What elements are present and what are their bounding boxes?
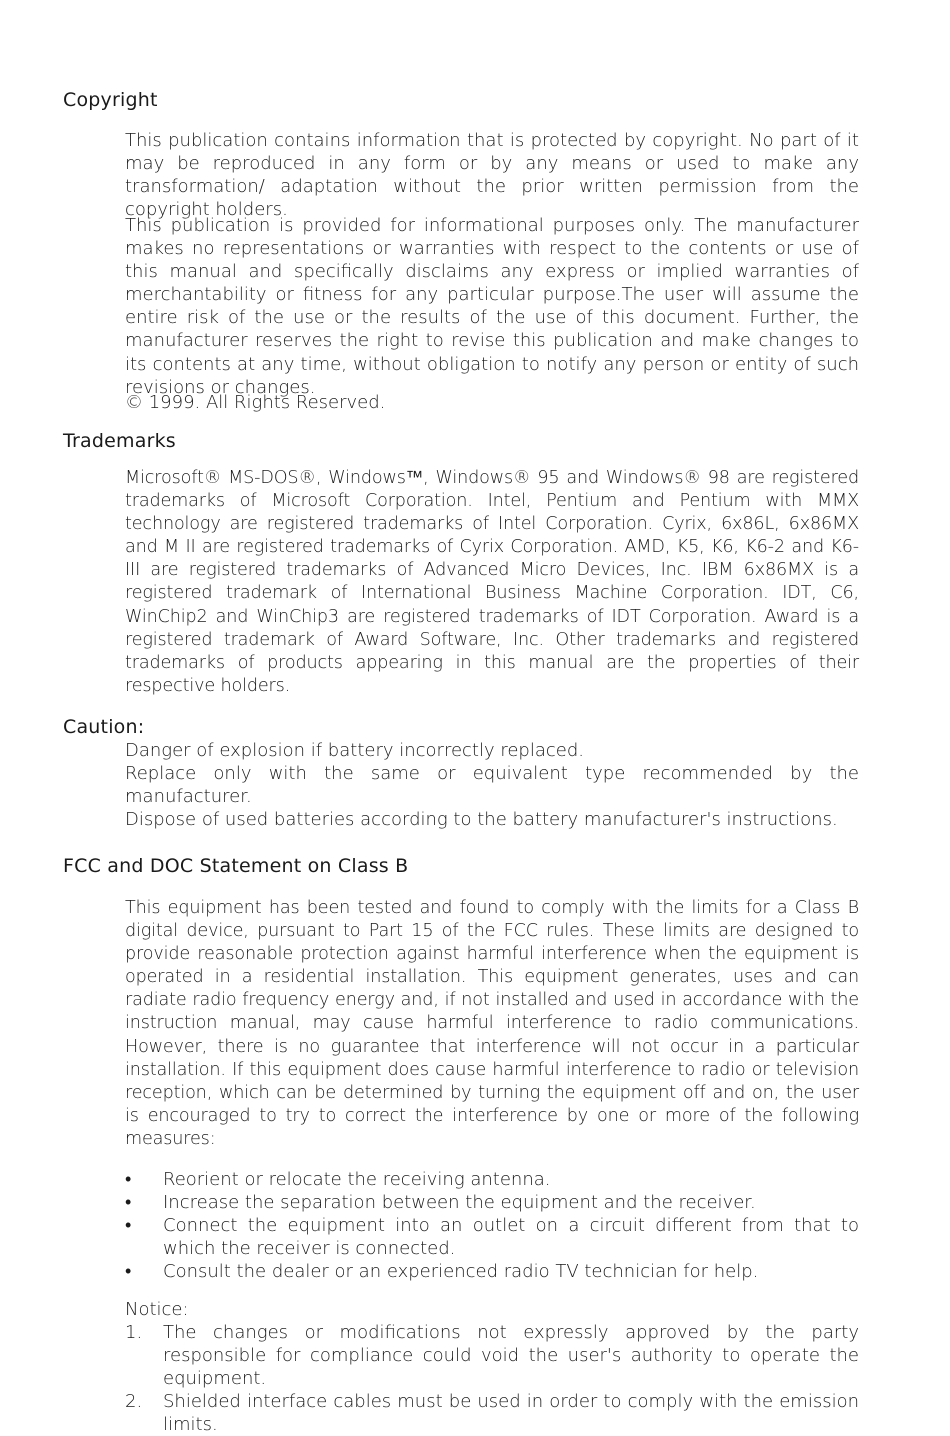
measure-text: Connect the equipment into an outlet on a circuit different from that to which the receiver is connected. [163,1215,859,1260]
list-item [125,1321,859,1390]
bullet-marker: • [125,1215,132,1237]
measure-text: Reorient or relocate the receiving antenna. [163,1169,551,1190]
list-item [125,1260,859,1283]
bullet-marker: • [125,1169,132,1190]
notice-text: Shielded interface cables must be used in order to comply with the emission limits. [163,1391,859,1436]
list-item [125,1214,859,1260]
list-item [125,1390,859,1436]
list-item [125,1191,859,1214]
trademarks-heading: Trademarks [63,430,176,452]
fcc-heading: FCC and DOC Statement on Class B [63,855,409,877]
bullet-marker: • [125,1261,132,1283]
bullet-marker: • [125,1192,132,1214]
caution-line-3: Dispose of used batteries according to the battery manufacturer's instructions. [125,809,838,831]
caution-line-2: Replace only with the same or equivalent type recommended by the manufacturer. [125,763,859,808]
trademarks-paragraph: Microsoft® MS-DOS®, Windows™, Windows® 95 and Windows® 98 are registered trademarks of Microsoft Corporation. Intel, Pentium and Pentium with MMX technology are registered trademarks of Intel Corporation. Cyrix, 6x86L, 6x86MX and M II are registered trademarks of Cyrix Corporation. AMD, K5, K6, K6-2 and K6-III are registered trademarks of Advanced Micro Devices, Inc. IBM 6x86MX is a registered trademark of International Business Machine Corporation. IDT, C6, WinChip2 and WinChip3 are registered trademarks of IDT Corporation. Award is a registered trademark of Award Software, Inc. Other trademarks and registered trademarks of products appearing in this manual are the properties of their respective holders. [125,468,859,696]
measure-text: Increase the separation between the equipment and the receiver. [163,1192,756,1214]
measure-text: Consult the dealer or an experienced radio TV technician for help. [163,1261,759,1283]
caution-heading: Caution: [63,716,145,738]
notice-text: The changes or modifications not expressly approved by the party responsible for compliance could void the user's authority to operate the equipment. [163,1322,859,1390]
caution-line-1: Danger of explosion if battery incorrectly replaced. [125,740,584,761]
copyright-paragraph-2: This publication is provided for informational purposes only. The manufacturer makes no representations or warranties with respect to the contents or use of this manual and specifically disclaims any express or implied warranties of merchantability or fitness for any particular purpose.The user will assume the entire risk of the use or the results of the use of this document. Further, the manufacturer reserves the right to revise this publication and make changes to its contents at any time, without obligation to notify any person or entity of such revisions or changes. [125,215,859,398]
notice-label: Notice: [125,1299,189,1320]
list-item [125,1168,859,1191]
notice-number: 1. [125,1322,143,1343]
copyright-paragraph-1: This publication contains information that is protected by copyright. No part of it may be reproduced in any form or by any means or used to make any transformation/ adaptation without the prior written permission from the copyright holders. [125,130,859,221]
copyright-notice: © 1999. All Rights Reserved. [125,392,386,413]
fcc-paragraph: This equipment has been tested and found to comply with the limits for a Class B digital device, pursuant to Part 15 of the FCC rules. These limits are designed to provide reasonable protection against harmful interference when the equipment is operated in a residential installation. This equipment generates, uses and can radiate radio frequency energy and, if not installed and used in accordance with the instruction manual, may cause harmful interference to radio communications. However, there is no guarantee that interference will not occur in a particular installation. If this equipment does cause harmful interference to radio or television reception, which can be determined by turning the equipment off and on, the user is encouraged to try to correct the interference by one or more of the following measures: [125,898,859,1149]
fcc-measures-list [125,1168,859,1283]
caution-block [125,739,859,831]
copyright-heading: Copyright [63,89,158,111]
notice-number: 2. [125,1391,143,1413]
notice-list [125,1321,859,1436]
